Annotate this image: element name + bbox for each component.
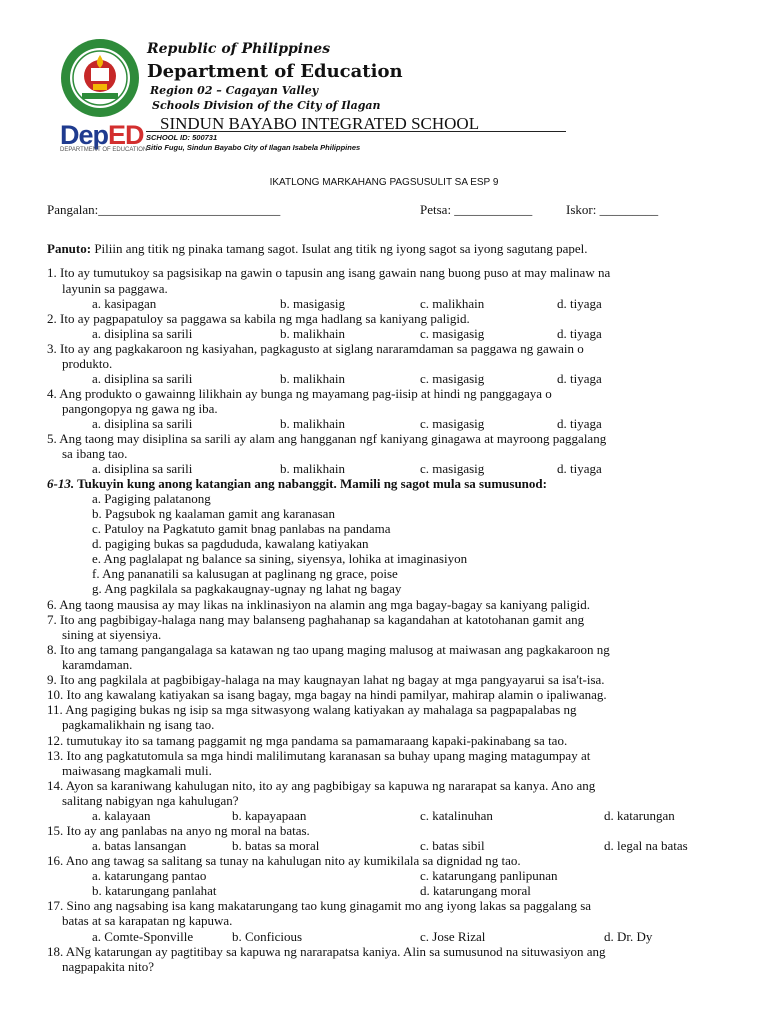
exam-line: 8. Ito ang tamang pangangalaga sa katawan ng tao upang maging malusog at maiwasan ang pagkakaroon ng <box>47 642 610 657</box>
exam-line: d. Dr. Dy <box>604 929 653 944</box>
exam-line: c. Jose Rizal <box>420 929 486 944</box>
exam-line: a. disiplina sa sarili <box>92 416 193 431</box>
exam-line: 10. Ito ang kawalang katiyakan sa isang bagay, mga bagay na hindi pamilyar, mahirap alamin o ipaliwanag. <box>47 687 607 702</box>
exam-line: b. batas sa moral <box>232 838 320 853</box>
exam-line: d. pagiging bukas sa pagdududa, kawalang katiyakan <box>92 536 369 551</box>
exam-line: b. malikhain <box>280 416 345 431</box>
department-heading: Department of Education <box>147 61 403 82</box>
exam-line: 2. Ito ay pagpapatuloy sa paggawa sa kabila ng mga hadlang sa kaniyang paligid. <box>47 311 470 326</box>
exam-line: sining at siyensiya. <box>62 627 162 642</box>
exam-line: e. Ang paglalapat ng balance sa sining, siyensya, lohika at imaginasiyon <box>92 551 468 566</box>
exam-line: 18. ANg katarungan ay pagtitibay sa kapuwa ng nararapatsa kaniya. Alin sa sumusunod na situwasiyon ang <box>47 944 606 959</box>
exam-line: d. tiyaga <box>557 416 602 431</box>
exam-line: 7. Ito ang pagbibigay-halaga nang may balanseng paghahanap sa kagandahan at katotohanan gamit ang <box>47 612 585 627</box>
exam-line: d. katarungang moral <box>420 883 531 898</box>
exam-line: nagpapakita nito? <box>62 959 155 974</box>
exam-line: a. katarungang pantao <box>92 868 207 883</box>
section-text: Tukuyin kung anong katangian ang nabanggit. Mamili ng sagot mula sa sumusunod: <box>74 476 547 491</box>
deped-logo <box>60 120 148 158</box>
school-address: Sitio Fugu, Sindun Bayabo City of Ilagan Isabela Philippines <box>146 143 361 152</box>
exam-line: d. katarungan <box>604 808 675 823</box>
exam-line: d. tiyaga <box>557 296 602 311</box>
exam-line: 4. Ang produkto o gawainng lilikhain ay bunga ng mayamang pag-iisip at hindi ng panggagaya o <box>47 386 552 401</box>
exam-line: a. batas lansangan <box>92 838 187 853</box>
exam-line: b. katarungang panlahat <box>92 883 217 898</box>
date-field[interactable]: Petsa: ____________ <box>420 202 533 217</box>
exam-line: b. malikhain <box>280 326 345 341</box>
header-divider <box>146 131 566 132</box>
exam-line: 5. Ang taong may disiplina sa sarili ay alam ang hangganan ngf kaniyang ginagawa at mayroong paggalang <box>47 431 607 446</box>
exam-line: c. katarungang panlipunan <box>420 868 558 883</box>
instructions <box>47 241 588 256</box>
exam-line: c. masigasig <box>420 461 485 476</box>
exam-line: maiwasang magkamali muli. <box>62 763 212 778</box>
exam-line: 12. tumutukay ito sa tamang paggamit ng mga pandama sa pamamaraang kapaki-pakinabang sa tao. <box>47 733 568 748</box>
exam-line: 6. Ang taong mausisa ay may likas na inklinasiyon na alamin ang mga bagay-bagay sa kaniyang paligid. <box>47 597 590 612</box>
school-name: SINDUN BAYABO INTEGRATED SCHOOL <box>160 114 480 133</box>
exam-line: 9. Ito ang pagkilala at pagbibigay-halaga na may kaugnayan lahat ng bagay at mga pangyayarui sa isa't-isa. <box>47 672 605 687</box>
name-field[interactable]: Pangalan:____________________________ <box>47 202 281 217</box>
exam-line: c. katalinuhan <box>420 808 493 823</box>
section-heading <box>47 476 547 491</box>
exam-line: g. Ang pagkilala sa pagkakaugnay-ugnay ng lahat ng bagay <box>92 581 402 596</box>
exam-line: 11. Ang pagiging bukas ng isip sa mga sitwasyong walang katiyakan ay mahalaga sa pagpapalabas ng <box>47 702 577 717</box>
exam-line: a. Comte-Sponville <box>92 929 194 944</box>
deped-logo-subtitle: DEPARTMENT OF EDUCATION <box>60 147 148 153</box>
exam-line: a. kalayaan <box>92 808 151 823</box>
exam-line: 1. Ito ay tumutukoy sa pagsisikap na gawin o tapusin ang isang gawain nang buong puso at may malinaw na <box>47 265 611 280</box>
exam-line: c. batas sibil <box>420 838 485 853</box>
exam-line: sa ibang tao. <box>62 446 128 461</box>
exam-line: b. Conficious <box>232 929 303 944</box>
division-heading: Schools Division of the City of Ilagan <box>152 99 381 112</box>
exam-line: c. masigasig <box>420 416 485 431</box>
exam-line: karamdaman. <box>62 657 133 672</box>
exam-line: d. tiyaga <box>557 371 602 386</box>
exam-line: b. kapayapaan <box>232 808 307 823</box>
exam-line: 17. Sino ang nagsabing isa kang makatarungang tao kung ginagamit mo ang iyong lakas sa paggalang sa <box>47 898 592 913</box>
exam-line: pagkamalikhain ng isang tao. <box>62 717 215 732</box>
score-field[interactable]: Iskor: _________ <box>566 202 659 217</box>
exam-line: a. disiplina sa sarili <box>92 461 193 476</box>
exam-line: batas at sa karapatan ng kapuwa. <box>62 913 233 928</box>
exam-line: 16. Ano ang tawag sa salitang sa tunay na kahulugan nito ay kumikilala sa dignidad ng tao. <box>47 853 521 868</box>
exam-line: 13. Ito ang pagkatutomula sa mga hindi malilimutang karanasan sa buhay upang maging matagumpay at <box>47 748 591 763</box>
school-id: SCHOOL ID: 500731 <box>146 133 218 142</box>
instructions-text: Piliin ang titik ng pinaka tamang sagot. Isulat ang titik ng iyong sagot sa iyong sagutang papel. <box>94 241 588 256</box>
exam-line: d. legal na batas <box>604 838 688 853</box>
exam-line: f. Ang pananatili sa kalusugan at paglinang ng grace, poise <box>92 566 398 581</box>
exam-line: salitang nabigyan nga kahulugan? <box>62 793 239 808</box>
exam-line: d. tiyaga <box>557 326 602 341</box>
exam-line: layunin sa paggawa. <box>62 281 168 296</box>
exam-line: a. disiplina sa sarili <box>92 326 193 341</box>
exam-line: c. masigasig <box>420 371 485 386</box>
exam-line: 3. Ito ay ang pagkakaroon ng kasiyahan, pagkagusto at siglang nararamdaman sa paggawa ng gawain o <box>47 341 584 356</box>
exam-line: b. Pagsubok ng kaalaman gamit ang karanasan <box>92 506 335 521</box>
school-seal-icon <box>60 38 140 118</box>
instructions-label: Panuto: <box>47 241 92 256</box>
exam-line: b. masigasig <box>280 296 345 311</box>
republic-heading: Republic of Philippines <box>147 41 331 57</box>
exam-line: pangongopya ng gawa ng iba. <box>62 401 218 416</box>
deped-logo-text: DepED <box>60 120 144 150</box>
exam-line: c. malikhain <box>420 296 485 311</box>
exam-line: a. kasipagan <box>92 296 157 311</box>
exam-line: a. disiplina sa sarili <box>92 371 193 386</box>
exam-line: c. Patuloy na Pagkatuto gamit bnag panlabas na pandama <box>92 521 391 536</box>
region-heading: Region 02 – Cagayan Valley <box>150 84 319 97</box>
exam-line: b. malikhain <box>280 371 345 386</box>
exam-line: d. tiyaga <box>557 461 602 476</box>
exam-line: b. malikhain <box>280 461 345 476</box>
section-label: 6-13. <box>47 476 75 491</box>
exam-line: 15. Ito ay ang panlabas na anyo ng moral na batas. <box>47 823 310 838</box>
exam-line: c. masigasig <box>420 326 485 341</box>
exam-title: IKATLONG MARKAHANG PAGSUSULIT SA ESP 9 <box>269 177 499 188</box>
exam-line: a. Pagiging palatanong <box>92 491 211 506</box>
exam-line: 14. Ayon sa karaniwang kahulugan nito, ito ay ang pagbibigay sa kapuwa ng nararapat sa kanya. Ano ang <box>47 778 596 793</box>
exam-line: produkto. <box>62 356 113 371</box>
